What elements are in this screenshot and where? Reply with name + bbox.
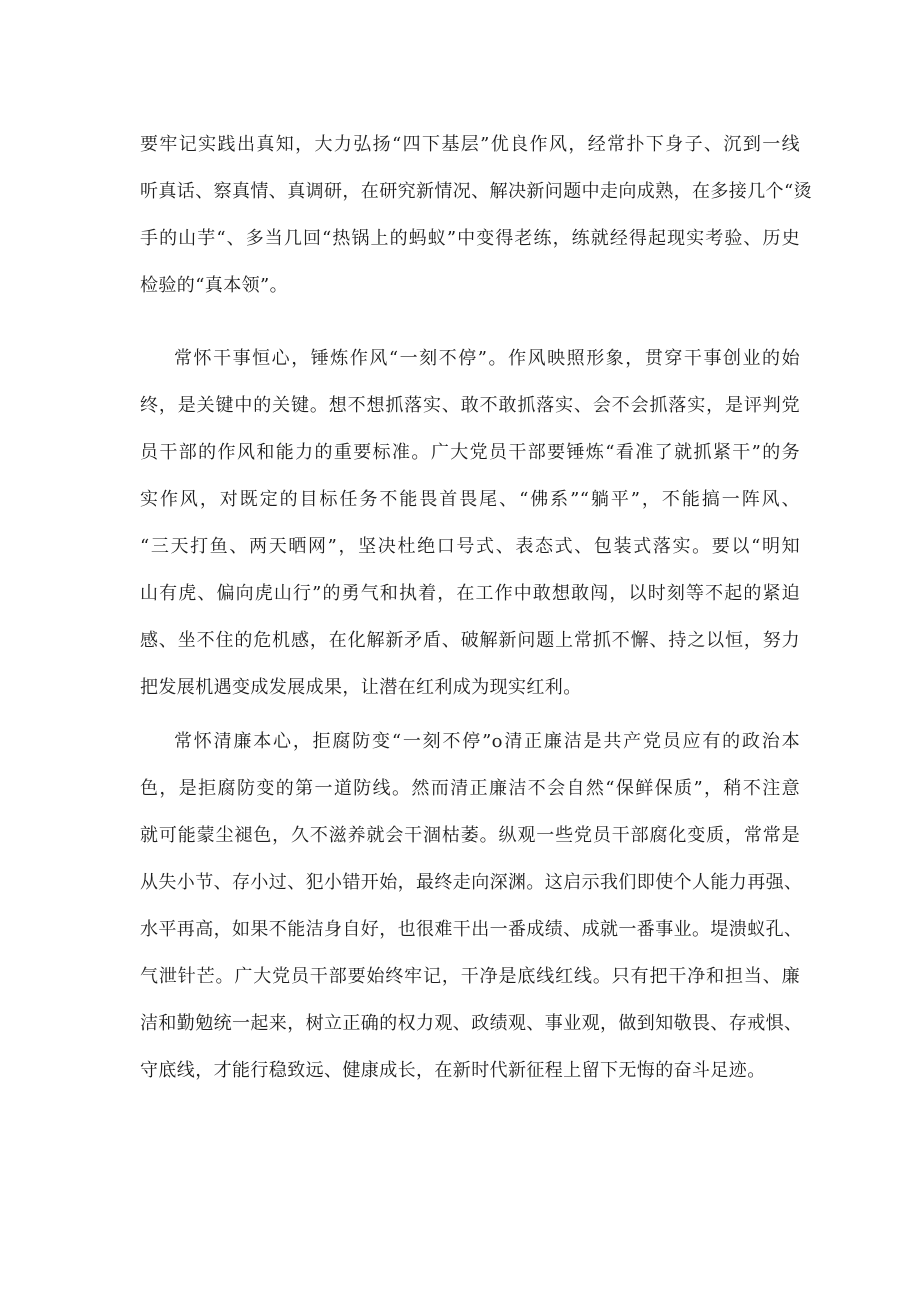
text-line: 常怀干事恒心，锤炼作风“一刻不停”。作风映照形象，贯穿干事创业的始 — [174, 348, 800, 369]
text-line: 感、坐不住的危机感，在化解新矛盾、破解新问题上常抓不懈、持之以恒，努力 — [140, 630, 800, 651]
text-line: “三天打鱼、两天晒网”，坚决杜绝口号式、表态式、包装式落实。要以“明知 — [140, 536, 800, 557]
text-line: 色，是拒腐防变的第一道防线。然而清正廉洁不会自然“保鲜保质”，稍不注意 — [140, 778, 800, 799]
text-line: 要牢记实践出真知，大力弘扬“四下基层”优良作风，经常扑下身子、沉到一线 — [140, 134, 800, 155]
text-line: 常怀清廉本心，拒腐防变“一刻不停”o清正廉洁是共产党员应有的政治本 — [174, 731, 800, 752]
text-line: 就可能蒙尘褪色，久不滋养就会干涸枯萎。纵观一些党员干部腐化变质，常常是 — [140, 825, 800, 846]
paragraph-1 — [140, 121, 812, 309]
text-line: 实作风，对既定的目标任务不能畏首畏尾、“佛系”“躺平”，不能搞一阵风、 — [140, 489, 800, 510]
paragraph-2 — [140, 335, 800, 711]
text-line: 气泄针芒。广大党员干部要始终牢记，干净是底线红线。只有把干净和担当、廉 — [140, 966, 800, 987]
text-line: 洁和勤勉统一起来，树立正确的权力观、政绩观、事业观，做到知敬畏、存戒惧、 — [140, 1013, 803, 1034]
text-line: 手的山芋“、多当几回“热锅上的蚂蚁”中变得老练，练就经得起现实考验、历史 — [140, 228, 800, 249]
text-line: 把发展机遇变成发展成果，让潜在红利成为现实红利。 — [140, 677, 582, 698]
text-line: 水平再高，如果不能洁身自好，也很难干出一番成绩、成就一番事业。堤溃蚁孔、 — [140, 919, 803, 940]
text-line: 山有虎、偏向虎山行”的勇气和执着，在工作中敢想敢闯，以时刻等不起的紧迫 — [140, 583, 800, 604]
text-line: 听真话、察真情、真调研，在研究新情况、解决新问题中走向成熟，在多接几个“烫 — [140, 181, 812, 202]
text-line: 守底线，才能行稳致远、健康成长，在新时代新征程上留下无悔的奋斗足迹。 — [140, 1060, 766, 1081]
text-line: 检验的“真本领”。 — [140, 275, 289, 296]
text-line: 终，是关键中的关键。想不想抓落实、敢不敢抓落实、会不会抓落实，是评判党 — [140, 395, 800, 416]
paragraph-3 — [140, 718, 803, 1094]
text-line: 员干部的作风和能力的重要标准。广大党员干部要锤炼“看准了就抓紧干”的务 — [140, 442, 800, 463]
text-line: 从失小节、存小过、犯小错开始，最终走向深渊。这启示我们即使个人能力再强、 — [140, 872, 803, 893]
